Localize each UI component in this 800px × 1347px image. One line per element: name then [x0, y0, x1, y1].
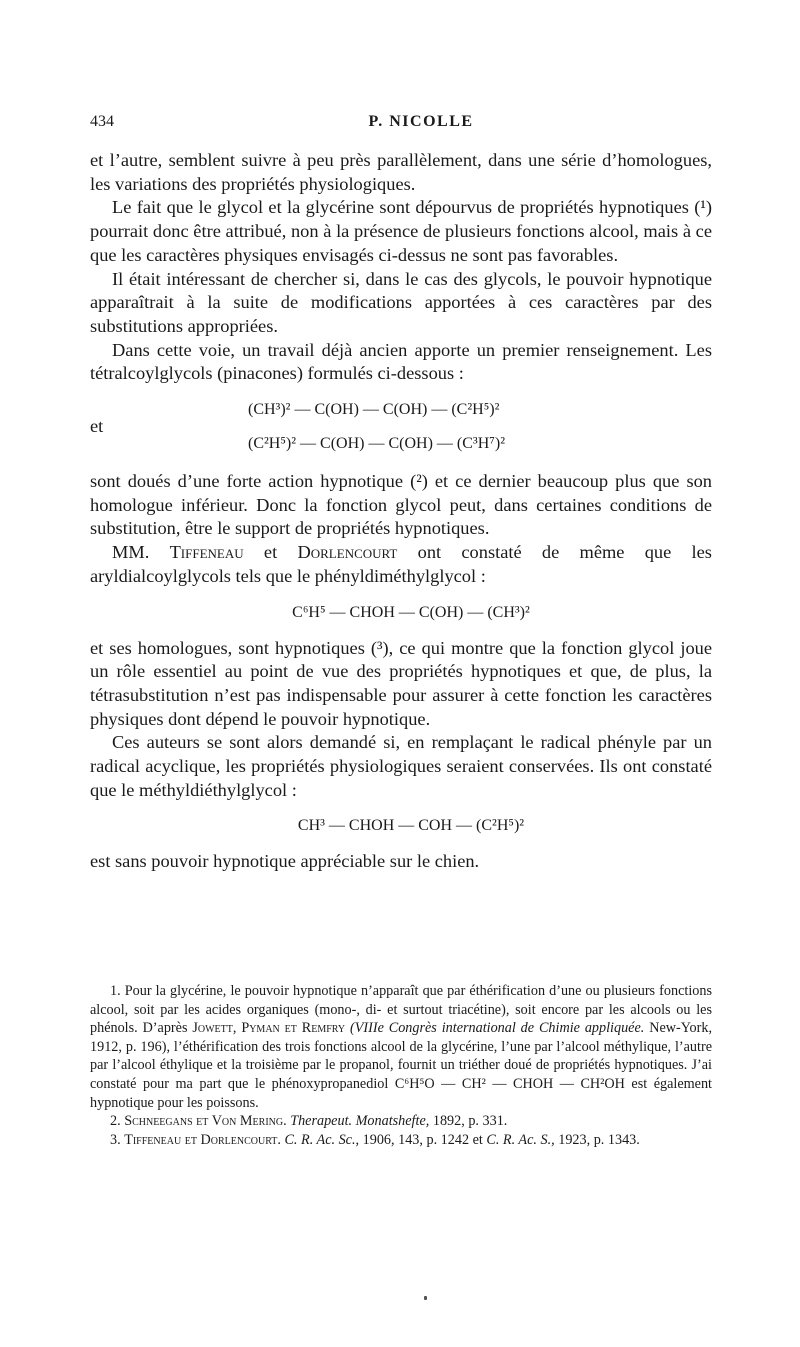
paragraph-5: sont doués d’une forte action hypnotique (²) et ce dernier beaucoup plus que son homologue inférieur. Donc la fonction glycol peut, dans certaines conditions de substitution, être le support de propriétés hypnotiques.	[90, 471, 712, 539]
paragraph-8: Ces auteurs se sont alors demandé si, en remplaçant le radical phényle par un radical acyclique, les propriétés physiologiques seraient conservées. Ils ont constaté que le méthyldiéthylglycol :	[90, 732, 712, 800]
footnotes	[90, 982, 712, 1149]
footnote-3-rest: 1923, p. 1343.	[558, 1131, 640, 1148]
footnote-1-authors: Jowett, Pyman et Remfry	[192, 1020, 346, 1037]
formula-tetraethyl: (C²H⁵)² — C(OH) — C(OH) — (C³H⁷)²	[248, 435, 505, 453]
formula-conjunction: et	[90, 416, 104, 437]
footnote-3-authors: Tiffeneau et Dorlencourt.	[124, 1131, 281, 1148]
conjunction-et: et	[263, 542, 278, 563]
paragraph-6	[90, 541, 712, 588]
footnote-3-journal-2: C. R. Ac. S.,	[486, 1131, 555, 1148]
formula-phenyldimethylglycol: C⁶H⁵ — CHOH — C(OH) — (CH³)²	[292, 603, 530, 621]
page-number: 434	[90, 113, 114, 130]
footnote-3	[90, 1131, 712, 1150]
pinacone-formulas	[90, 396, 712, 460]
mm-prefix: MM.	[112, 542, 150, 563]
footnote-3-journal-1: C. R. Ac. Sc.,	[284, 1131, 360, 1148]
paragraph-7: et ses homologues, sont hypnotiques (³), ce qui montre que la fonction glycol joue un rôle essentiel au point de vue des propriétés hypnotiques et que, de plus, la tétrasubstitution n’est pas indispensable pour assurer à cette fonction les caractères physiques dont dépend le pouvoir hypnotique.	[90, 637, 712, 729]
footnote-2-journal: Therapeut. Monatshefte,	[290, 1113, 430, 1130]
footnote-2-rest: 1892, p. 331.	[432, 1113, 508, 1130]
main-text	[90, 149, 712, 874]
author-tiffeneau: Tiffeneau	[169, 542, 244, 563]
running-head: P. NICOLLE	[368, 113, 474, 130]
footnote-2	[90, 1112, 712, 1131]
footnote-2-number: 2.	[110, 1113, 121, 1130]
footnote-3-middle: 1906, 143, p. 1242 et	[362, 1131, 483, 1148]
footnote-1-text: 1. Pour la glycérine, le pouvoir hypnotique n’apparaît que par éthérification d’une ou plusieurs fonctions alcool, soit par les acides organiques (mono-, di- et surtout triacétine), soit encore par les alcools ou les phénols. D’après	[90, 983, 712, 1037]
paragraph-6-rest: ont constaté de même que les aryldialcoylglycols tels que le phényldiméthylglycol :	[90, 542, 712, 586]
paragraph-2: Le fait que le glycol et la glycérine sont dépourvus de propriétés hypnotiques (¹) pourrait donc être attribué, non à la présence de plusieurs fonctions alcool, mais à ce que les caractères physiques envisagés ci-dessus ne sont pas favorables.	[90, 197, 712, 265]
formula-methyldiethylglycol: CH³ — CHOH — COH — (C²H⁵)²	[297, 817, 525, 835]
author-dorlencourt: Dorlencourt	[297, 542, 398, 563]
paragraph-1: et l’autre, semblent suivre à peu près parallèlement, dans une série d’homologues, les variations des propriétés physiologiques.	[90, 150, 712, 194]
paragraph-3: Il était intéressant de chercher si, dans le cas des glycols, le pouvoir hypnotique apparaîtrait à la suite de modifications apportées à ces caractères par des substitutions appropriées.	[90, 268, 712, 336]
formula-tetramethyl: (CH³)² — C(OH) — C(OH) — (C²H⁵)²	[248, 401, 500, 419]
footnote-1	[90, 982, 712, 1112]
footnote-2-authors: Schneegans et Von Mering.	[124, 1113, 287, 1130]
footnote-1-rest: New-York, 1912, p. 196), l’éthérification des trois fonctions alcool de la glycérine, l’une par l’alcool méthylique, l’autre par l’alcool éthylique et la troisième par le propanol, fournit un triéther doué de propriétés hypnotiques. J’ai constaté pour ma part que le phénoxypropanediol C⁶H⁵O — CH² — CHOH — CH²OH est également hypnotique pour les poissons.	[90, 1020, 713, 1111]
page-header	[90, 113, 712, 135]
footnote-3-number: 3.	[110, 1131, 121, 1148]
paragraph-9: est sans pouvoir hypnotique appréciable sur le chien.	[90, 851, 480, 872]
footnote-1-congress: (VIIIe Congrès international de Chimie appliquée.	[350, 1020, 645, 1037]
paragraph-4: Dans cette voie, un travail déjà ancien apporte un premier renseignement. Les tétralcoylglycols (pinacones) formulés ci-dessous :	[90, 339, 712, 384]
ink-speck	[424, 1296, 427, 1300]
